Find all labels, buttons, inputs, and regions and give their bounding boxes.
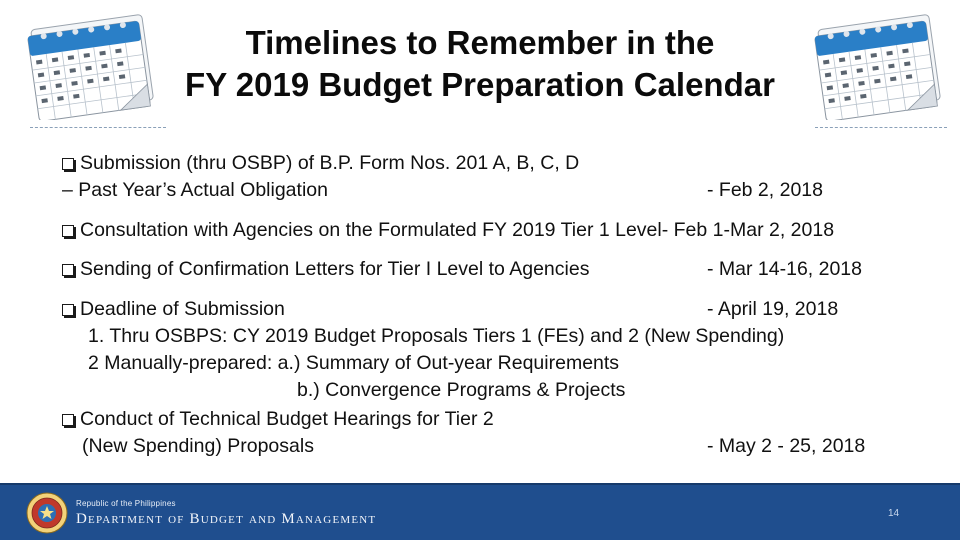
item-4-text: Deadline of Submission	[80, 298, 285, 320]
title-line-1: Timelines to Remember in the	[245, 24, 715, 61]
item-3-text: Sending of Confirmation Letters for Tier I Level to Agencies	[80, 258, 590, 280]
item-5-date: - May 2 - 25, 2018	[707, 435, 866, 457]
divider	[815, 127, 947, 128]
checkbox-bullet-icon	[62, 304, 74, 316]
item-2-text: Consultation with Agencies on the Formulated FY 2019 Tier 1 Level- Feb 1-Mar 2, 2018	[80, 219, 835, 241]
item-1-continuation: – Past Year’s Actual Obligation	[62, 179, 328, 201]
list-item	[62, 408, 494, 430]
item-1-date: - Feb 2, 2018	[707, 179, 823, 201]
list-item	[62, 298, 285, 320]
item-3-date: - Mar 14-16, 2018	[707, 258, 863, 280]
item-1-text: Submission (thru OSBP) of B.P. Form Nos. 201 A, B, C, D	[80, 152, 580, 174]
list-item	[62, 152, 579, 174]
slide-title	[170, 22, 790, 106]
page-number: 14	[888, 508, 900, 519]
republic-label: Republic of the Philippines	[76, 499, 176, 508]
divider	[30, 127, 166, 128]
calendar-icon	[18, 8, 163, 120]
department-name: Department of Budget and Management	[76, 511, 377, 527]
checkbox-bullet-icon	[62, 414, 74, 426]
checkbox-bullet-icon	[62, 264, 74, 276]
item-4-date: - April 19, 2018	[707, 298, 839, 320]
list-item	[62, 258, 589, 280]
dbm-seal-icon	[26, 492, 68, 534]
item-4-sub-3: b.) Convergence Programs & Projects	[297, 379, 626, 401]
list-item	[62, 219, 834, 241]
item-5-text: Conduct of Technical Budget Hearings for Tier 2	[80, 408, 494, 430]
title-line-2: FY 2019 Budget Preparation Calendar	[185, 66, 775, 103]
item-4-sub-1: 1. Thru OSBPS: CY 2019 Budget Proposals Tiers 1 (FEs) and 2 (New Spending)	[88, 325, 785, 347]
checkbox-bullet-icon	[62, 158, 74, 170]
item-5-continuation: (New Spending) Proposals	[82, 435, 314, 457]
checkbox-bullet-icon	[62, 225, 74, 237]
calendar-icon	[805, 8, 950, 120]
item-4-sub-2: 2 Manually-prepared: a.) Summary of Out-year Requirements	[88, 352, 620, 374]
